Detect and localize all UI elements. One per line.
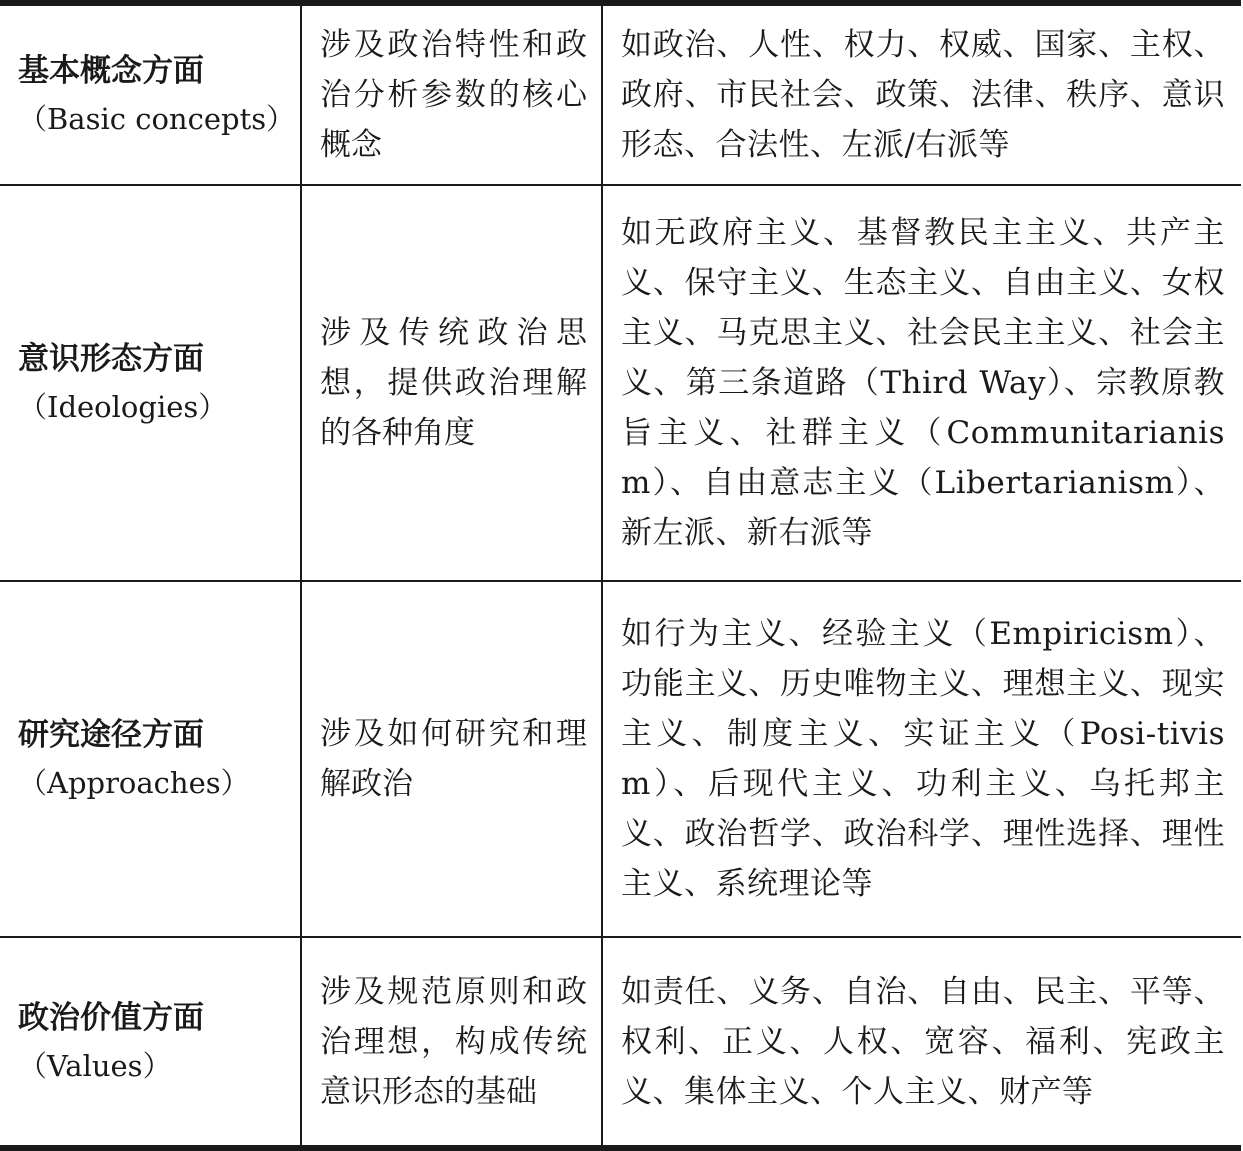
examples-cell <box>602 3 1241 185</box>
table-row-basic-concepts <box>0 3 1241 185</box>
category-name-zh: 研究途径方面 <box>18 717 204 753</box>
category-examples: 如行为主义、经验主义（Empiricism）、功能主义、历史唯物主义、理想主义、现实主义、制度主义、实证主义（Posi-tivism）、后现代主义、功利主义、乌托邦主义、政治哲学、政治科学、理性选择、理性主义、系统理论等 <box>621 616 1225 902</box>
category-name-zh: 基本概念方面 <box>18 53 204 89</box>
category-cell <box>0 937 301 1148</box>
examples-cell <box>602 185 1241 581</box>
category-description: 涉及规范原则和政治理想，构成传统意识形态的基础 <box>320 973 587 1110</box>
description-cell <box>301 937 602 1148</box>
category-name-en: （Basic concepts） <box>18 102 296 136</box>
category-examples: 如无政府主义、基督教民主主义、共产主义、保守主义、生态主义、自由主义、女权主义、马克思主义、社会民主主义、社会主义、第三条道路（Third Way）、宗教原教旨主义、社群主义（Communitarianism）、自由意志主义（Libertarianism）、新左派、新右派等 <box>621 215 1225 551</box>
category-name-zh: 意识形态方面 <box>18 341 204 377</box>
category-examples: 如政治、人性、权力、权威、国家、主权、政府、市民社会、政策、法律、秩序、意识形态、合法性、左派/右派等 <box>621 27 1225 163</box>
category-cell <box>0 3 301 185</box>
examples-cell <box>602 581 1241 937</box>
category-name-en: （Approaches） <box>18 766 250 800</box>
category-name-en: （Values） <box>18 1048 172 1083</box>
description-cell <box>301 581 602 937</box>
category-examples: 如责任、义务、自治、自由、民主、平等、权利、正义、人权、宽容、福利、宪政主义、集体主义、个人主义、财产等 <box>621 973 1225 1110</box>
category-description: 涉及政治特性和政治分析参数的核心概念 <box>320 27 587 163</box>
category-description: 涉及如何研究和理解政治 <box>320 716 587 802</box>
description-cell <box>301 185 602 581</box>
table-row-values <box>0 937 1241 1148</box>
category-cell <box>0 185 301 581</box>
table-row-approaches <box>0 581 1241 937</box>
category-description: 涉及传统政治思想，提供政治理解的各种角度 <box>320 315 587 451</box>
examples-cell <box>602 937 1241 1148</box>
table-row-ideologies <box>0 185 1241 581</box>
category-cell <box>0 581 301 937</box>
category-name-zh: 政治价值方面 <box>18 999 204 1036</box>
description-cell <box>301 3 602 185</box>
category-name-en: （Ideologies） <box>18 390 228 424</box>
